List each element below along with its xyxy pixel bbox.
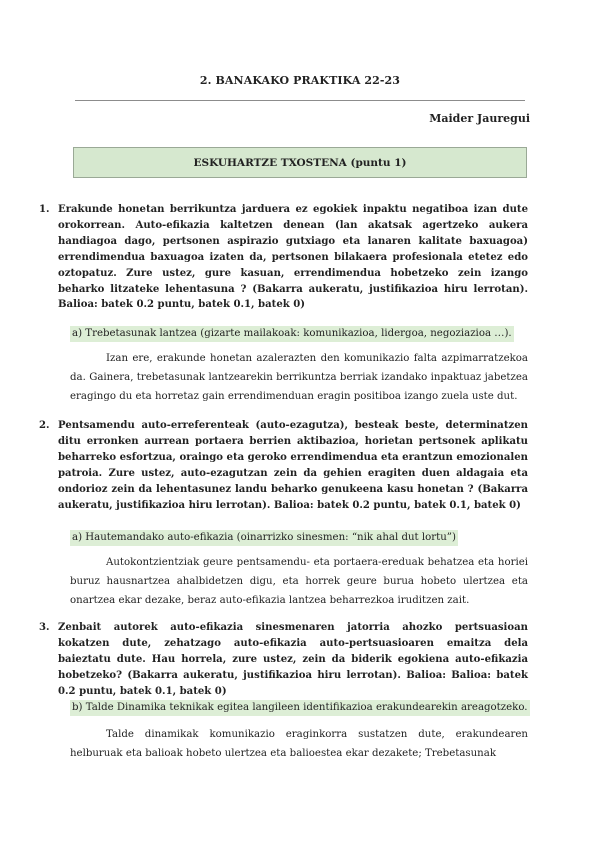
answer-label-3: b) Talde Dinamika teknikak egitea langileen identifikazioa erakundearekin areagotzeko. bbox=[70, 700, 530, 716]
question-text: Erakunde honetan berrikuntza jarduera ez egokiek inpaktu negatiboa izan dute orokorrean. Auto-efikazia kaltetzen denean (lan akatsak agertzeko aukera handiagoa dago, pertsonen aspirazio gutxiago eta lanaren kalitate baxuagoa) errendimendua baxuagoa izaten da, pertsonen bilakaera profesionala etetez edo oztopatuz. Zure ustez, gure kasuan, errendimendua hobetzeko zein izango beharko litzateke lehentasuna ? (Bakarra aukeratu, justifikazioa hiru lerrotan). Balioa: batek 0.2 puntu, batek 0.1, batek 0) bbox=[58, 204, 528, 311]
question-2 bbox=[39, 418, 528, 513]
question-number: 2. bbox=[39, 420, 50, 431]
question-text: Pentsamendu auto-erreferenteak (auto-ezagutza), besteak beste, determinatzen ditu erronken aurrean portaera berrien aktibazioa, horietan pertsonek aplikatu beharreko esfortzua, oraingo eta geroko errendimendua eta erantzun emozionalen patroia. Zure ustez, auto-ezagutzan zein da gehien eragiten duen aldagaia eta ondorioz zein da lehentasunez landu beharko genukeena kasu honetan ? (Bakarra aukeratu, justifikazioa hiru lerrotan). Balioa: batek 0.2 puntu, batek 0.1, batek 0) bbox=[58, 420, 528, 511]
answer-text-3: Talde dinamikak komunikazio eraginkorra sustatzen dute, erakundearen helburuak eta balioak hobeto ulertzea eta balioestea ekar dezakete; Trebetasunak bbox=[70, 729, 528, 759]
answer-label-1: a) Trebetasunak lantzea (gizarte mailakoak: komunikazioa, lidergoa, negoziazioa …). bbox=[70, 326, 514, 342]
question-text: Zenbait autorek auto-efikazia sinesmenaren jatorria ahozko pertsuasioan kokatzen dute, zehatzago auto-efikazia auto-pertsuasioaren emaitza dela baieztatu dute. Hau horrela, zure ustez, zein da biderik egokiena auto-efikazia hobetzeko? (Bakarra aukeratu, justifikazioa hiru lerrotan). Balioa: Balioa: batek 0.2 puntu, batek 0.1, batek 0) bbox=[58, 622, 528, 697]
title-divider bbox=[75, 100, 525, 101]
answer-text-1: Izan ere, erakunde honetan azalerazten den komunikazio falta azpimarratzekoa da. Gainera, trebetasunak lantzearekin berrikuntza berriak izandako inpaktuaz jabetzea eragingo du eta horretaz gain errendimenduan eragin positiboa izango zuela uste dut. bbox=[70, 353, 528, 402]
question-number: 1. bbox=[39, 204, 50, 215]
section-header-box bbox=[73, 147, 527, 178]
answer-text-2: Autokontzientziak geure pentsamendu- eta portaera-ereduak behatzea eta horiei buruz hausnartzea ahalbidetzen digu, eta horrek geure burua hobeto ulertzea eta onartzea ekar dezake, beraz auto-efikazia lantzea beharrezkoa iruditzen zait. bbox=[70, 557, 528, 606]
author-name: Maider Jauregui bbox=[429, 112, 530, 125]
question-number: 3. bbox=[39, 622, 50, 633]
section-title: ESKUHARTZE TXOSTENA (puntu 1) bbox=[193, 156, 407, 169]
question-3 bbox=[39, 620, 528, 700]
page-title: 2. BANAKAKO PRAKTIKA 22-23 bbox=[199, 74, 401, 87]
answer-label-2: a) Hautemandako auto-efikazia (oinarrizko sinesmen: “nik ahal dut lortu”) bbox=[70, 530, 458, 546]
question-1 bbox=[39, 202, 528, 313]
